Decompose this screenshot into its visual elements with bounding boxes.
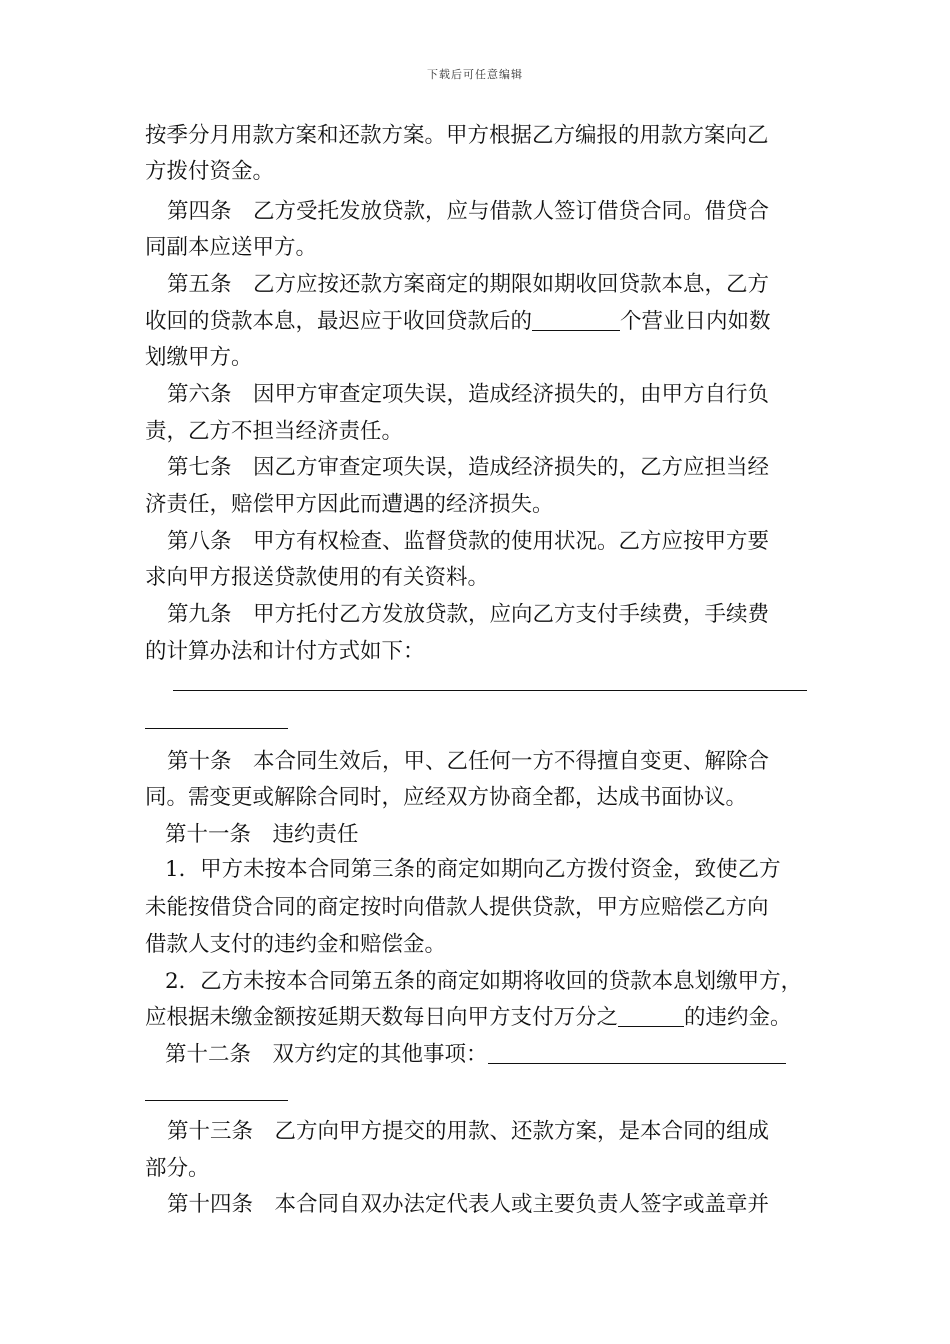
text-line: 同。需变更或解除合同时，应经双方协商全都，达成书面协议。 (145, 785, 748, 810)
clause-4: 第四条 乙方受托发放贷款，应与借款人签订借贷合同。借贷合 (167, 199, 770, 224)
text-line: 求向甲方报送贷款使用的有关资料。 (145, 565, 490, 590)
list-item-1: 1．甲方未按本合同第三条的商定如期向乙方拨付资金，致使乙方 (165, 857, 781, 882)
clause-8: 第八条 甲方有权检查、监督贷款的使用状况。乙方应按甲方要 (167, 529, 770, 554)
text-line (145, 304, 771, 340)
clause-6: 第六条 因甲方审查定项失误，造成经济损失的，由甲方自行负 (167, 382, 770, 407)
text-line: 未能按借贷合同的商定按时向借款人提供贷款，甲方应赔偿乙方向 (145, 895, 769, 920)
clause-14: 第十四条 本合同自双办法定代表人或主要负责人签字或盖章并 (167, 1192, 770, 1217)
fill-blank-business-days[interactable] (532, 308, 620, 331)
header-note: 下载后可任意编辑 (427, 68, 523, 81)
text-segment: 个营业日内如数 (620, 309, 771, 334)
text-line: 济责任，赔偿甲方因此而遭遇的经济损失。 (145, 492, 554, 517)
text-segment: 收回的贷款本息，最迟应于收回贷款后的 (145, 309, 533, 334)
text-line: 的计算办法和计付方式如下： (145, 639, 425, 664)
text-line: 划缴甲方。 (145, 345, 253, 370)
clause-9: 第九条 甲方托付乙方发放贷款，应向乙方支付手续费，手续费 (167, 602, 770, 627)
fill-blank-fee-method[interactable] (173, 690, 807, 691)
clause-13: 第十三条 乙方向甲方提交的用款、还款方案，是本合同的组成 (167, 1119, 770, 1144)
clause-10: 第十条 本合同生效后，甲、乙任何一方不得擅自变更、解除合 (167, 749, 770, 774)
fill-blank-penalty-rate[interactable] (618, 1004, 684, 1027)
text-segment: 应根据未缴金额按延期天数每日向甲方支付万分之 (145, 1005, 619, 1030)
fill-blank-other-matters[interactable] (488, 1041, 786, 1064)
text-line: 方拨付资金。 (145, 159, 275, 184)
text-line: 同副本应送甲方。 (145, 235, 318, 260)
clause-12 (165, 1037, 786, 1073)
list-item-2: 2．乙方未按本合同第五条的商定如期将收回的贷款本息划缴甲方， (165, 969, 803, 994)
text-line: 按季分月用款方案和还款方案。甲方根据乙方编报的用款方案向乙 (145, 123, 769, 148)
clause-7: 第七条 因乙方审查定项失误，造成经济损失的，乙方应担当经 (167, 455, 770, 480)
text-line (145, 1000, 792, 1036)
text-line: 责，乙方不担当经济责任。 (145, 419, 404, 444)
fill-blank-fee-method-cont[interactable] (145, 728, 288, 729)
clause-5: 第五条 乙方应按还款方案商定的期限如期收回贷款本息，乙方 (167, 272, 770, 297)
fill-blank-other-matters-cont[interactable] (145, 1100, 288, 1101)
text-segment: 第十二条 双方约定的其他事项： (165, 1042, 488, 1067)
text-segment: 的违约金。 (684, 1005, 792, 1030)
text-line: 部分。 (145, 1156, 210, 1181)
text-line: 借款人支付的违约金和赔偿金。 (145, 932, 447, 957)
clause-11: 第十一条 违约责任 (165, 822, 359, 847)
